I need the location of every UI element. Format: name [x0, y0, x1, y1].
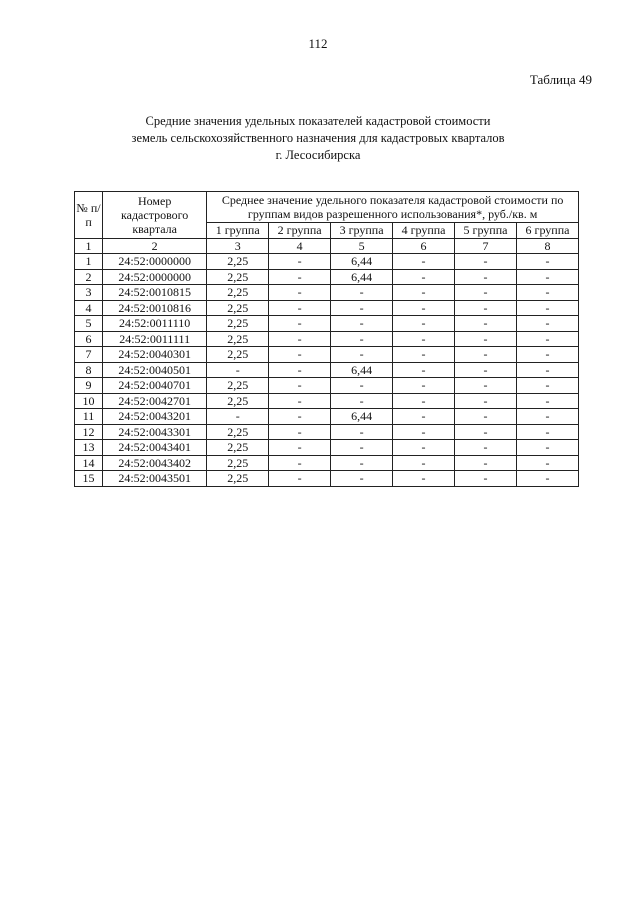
- cell-group-6: -: [516, 316, 578, 332]
- table-row: [75, 331, 579, 347]
- cell-row-number: 2: [75, 269, 103, 285]
- cell-group-4: -: [393, 440, 455, 456]
- cell-group-6: -: [516, 347, 578, 363]
- cadastral-value-table: [74, 191, 579, 487]
- cell-group-2: -: [269, 378, 331, 394]
- cell-group-5: -: [455, 316, 517, 332]
- cell-row-number: 4: [75, 300, 103, 316]
- cell-group-1: 2,25: [207, 424, 269, 440]
- cell-group-5: -: [455, 455, 517, 471]
- cell-group-5: -: [455, 285, 517, 301]
- cell-group-4: -: [393, 409, 455, 425]
- column-index-5: 5: [331, 238, 393, 254]
- cell-group-4: -: [393, 254, 455, 270]
- table-row: [75, 300, 579, 316]
- cell-group-3: 6,44: [331, 362, 393, 378]
- cell-group-6: -: [516, 440, 578, 456]
- column-index-8: 8: [516, 238, 578, 254]
- cell-cadastral-quarter: 24:52:0043402: [103, 455, 207, 471]
- table-row: [75, 378, 579, 394]
- cell-group-5: -: [455, 254, 517, 270]
- cell-group-2: -: [269, 409, 331, 425]
- header-average-value: Среднее значение удельного показателя кадастровой стоимости по группам видов разрешенного использования*, руб./кв. м: [207, 192, 579, 223]
- cell-cadastral-quarter: 24:52:0040301: [103, 347, 207, 363]
- cell-group-4: -: [393, 362, 455, 378]
- header-group-3: 3 группа: [331, 223, 393, 239]
- cell-group-5: -: [455, 331, 517, 347]
- cell-row-number: 1: [75, 254, 103, 270]
- cell-group-2: -: [269, 471, 331, 487]
- cell-group-1: 2,25: [207, 455, 269, 471]
- cell-row-number: 5: [75, 316, 103, 332]
- cell-group-6: -: [516, 471, 578, 487]
- cell-group-3: -: [331, 393, 393, 409]
- cell-row-number: 11: [75, 409, 103, 425]
- cell-group-3: -: [331, 316, 393, 332]
- cell-group-5: -: [455, 409, 517, 425]
- title-line-2: земель сельскохозяйственного назначения для кадастровых кварталов: [131, 131, 505, 145]
- cell-group-5: -: [455, 300, 517, 316]
- cell-row-number: 15: [75, 471, 103, 487]
- cell-group-5: -: [455, 378, 517, 394]
- cell-group-1: 2,25: [207, 471, 269, 487]
- table-row: [75, 409, 579, 425]
- cell-group-1: 2,25: [207, 440, 269, 456]
- header-group-5: 5 группа: [455, 223, 517, 239]
- cell-group-2: -: [269, 300, 331, 316]
- cell-cadastral-quarter: 24:52:0043501: [103, 471, 207, 487]
- cell-group-1: -: [207, 362, 269, 378]
- header-index-row: [75, 238, 579, 254]
- cell-group-4: -: [393, 285, 455, 301]
- cell-cadastral-quarter: 24:52:0040501: [103, 362, 207, 378]
- cell-group-4: -: [393, 316, 455, 332]
- cell-row-number: 12: [75, 424, 103, 440]
- column-index-7: 7: [455, 238, 517, 254]
- cell-group-5: -: [455, 393, 517, 409]
- cell-cadastral-quarter: 24:52:0011110: [103, 316, 207, 332]
- table-row: [75, 440, 579, 456]
- cell-cadastral-quarter: 24:52:0042701: [103, 393, 207, 409]
- cell-group-4: -: [393, 424, 455, 440]
- table-row: [75, 393, 579, 409]
- cell-group-6: -: [516, 269, 578, 285]
- column-index-6: 6: [393, 238, 455, 254]
- cell-group-6: -: [516, 424, 578, 440]
- cell-cadastral-quarter: 24:52:0043301: [103, 424, 207, 440]
- cell-group-3: -: [331, 471, 393, 487]
- cell-group-3: -: [331, 285, 393, 301]
- cell-group-2: -: [269, 269, 331, 285]
- cell-group-1: 2,25: [207, 393, 269, 409]
- cell-group-2: -: [269, 254, 331, 270]
- cell-group-2: -: [269, 393, 331, 409]
- document-title: [0, 113, 636, 164]
- header-group-1: 1 группа: [207, 223, 269, 239]
- cell-group-6: -: [516, 378, 578, 394]
- cell-cadastral-quarter: 24:52:0010816: [103, 300, 207, 316]
- header-group-6: 6 группа: [516, 223, 578, 239]
- column-index-2: 2: [103, 238, 207, 254]
- cell-group-6: -: [516, 409, 578, 425]
- table-row: [75, 254, 579, 270]
- cell-group-4: -: [393, 331, 455, 347]
- cell-group-2: -: [269, 285, 331, 301]
- cell-group-1: 2,25: [207, 331, 269, 347]
- cell-group-1: 2,25: [207, 285, 269, 301]
- table-row: [75, 362, 579, 378]
- cell-group-2: -: [269, 331, 331, 347]
- cell-cadastral-quarter: 24:52:0000000: [103, 254, 207, 270]
- cell-row-number: 9: [75, 378, 103, 394]
- cell-group-4: -: [393, 393, 455, 409]
- cell-group-4: -: [393, 269, 455, 285]
- cell-group-2: -: [269, 316, 331, 332]
- cell-cadastral-quarter: 24:52:0010815: [103, 285, 207, 301]
- cell-row-number: 7: [75, 347, 103, 363]
- cell-group-3: -: [331, 424, 393, 440]
- cell-group-4: -: [393, 347, 455, 363]
- cell-group-3: -: [331, 331, 393, 347]
- table-row: [75, 347, 579, 363]
- cell-group-5: -: [455, 269, 517, 285]
- cell-cadastral-quarter: 24:52:0011111: [103, 331, 207, 347]
- cell-group-6: -: [516, 300, 578, 316]
- table-row: [75, 316, 579, 332]
- cell-group-3: 6,44: [331, 254, 393, 270]
- cell-group-3: -: [331, 455, 393, 471]
- cell-group-1: 2,25: [207, 254, 269, 270]
- header-group-2: 2 группа: [269, 223, 331, 239]
- title-line-3: г. Лесосибирска: [275, 148, 361, 162]
- table-label: Таблица 49: [529, 72, 592, 87]
- cell-row-number: 8: [75, 362, 103, 378]
- table-row: [75, 424, 579, 440]
- title-line-1: Средние значения удельных показателей кадастровой стоимости: [145, 114, 491, 128]
- cell-group-1: 2,25: [207, 300, 269, 316]
- table-row: [75, 455, 579, 471]
- column-index-3: 3: [207, 238, 269, 254]
- cell-group-4: -: [393, 378, 455, 394]
- cell-group-6: -: [516, 362, 578, 378]
- cell-group-4: -: [393, 471, 455, 487]
- cell-group-6: -: [516, 455, 578, 471]
- column-index-4: 4: [269, 238, 331, 254]
- cell-row-number: 14: [75, 455, 103, 471]
- cell-group-1: 2,25: [207, 378, 269, 394]
- cell-group-1: 2,25: [207, 269, 269, 285]
- cell-group-4: -: [393, 455, 455, 471]
- cell-group-2: -: [269, 347, 331, 363]
- cell-row-number: 3: [75, 285, 103, 301]
- header-group-4: 4 группа: [393, 223, 455, 239]
- cell-row-number: 13: [75, 440, 103, 456]
- cell-cadastral-quarter: 24:52:0040701: [103, 378, 207, 394]
- cell-group-1: 2,25: [207, 316, 269, 332]
- cell-group-2: -: [269, 440, 331, 456]
- cell-row-number: 10: [75, 393, 103, 409]
- cell-group-3: 6,44: [331, 269, 393, 285]
- header-cadastral-quarter: Номер кадастрового квартала: [103, 192, 207, 239]
- table-row: [75, 471, 579, 487]
- table-row: [75, 269, 579, 285]
- cell-row-number: 6: [75, 331, 103, 347]
- header-row-number: № п/п: [75, 192, 103, 239]
- cell-group-5: -: [455, 347, 517, 363]
- column-index-1: 1: [75, 238, 103, 254]
- table-body: [75, 254, 579, 487]
- cell-group-6: -: [516, 285, 578, 301]
- cell-group-5: -: [455, 362, 517, 378]
- cell-cadastral-quarter: 24:52:0000000: [103, 269, 207, 285]
- cell-group-6: -: [516, 331, 578, 347]
- cell-group-3: -: [331, 378, 393, 394]
- cell-cadastral-quarter: 24:52:0043201: [103, 409, 207, 425]
- cell-group-3: -: [331, 347, 393, 363]
- cell-group-5: -: [455, 440, 517, 456]
- table-row: [75, 285, 579, 301]
- cell-group-3: 6,44: [331, 409, 393, 425]
- cell-group-6: -: [516, 254, 578, 270]
- cell-group-2: -: [269, 455, 331, 471]
- cell-group-3: -: [331, 300, 393, 316]
- cell-group-6: -: [516, 393, 578, 409]
- cell-group-1: -: [207, 409, 269, 425]
- cell-group-4: -: [393, 300, 455, 316]
- cell-group-3: -: [331, 440, 393, 456]
- cell-group-1: 2,25: [207, 347, 269, 363]
- cell-group-2: -: [269, 362, 331, 378]
- page-number: 112: [308, 36, 328, 51]
- cell-group-5: -: [455, 424, 517, 440]
- cell-group-5: -: [455, 471, 517, 487]
- cell-cadastral-quarter: 24:52:0043401: [103, 440, 207, 456]
- cell-group-2: -: [269, 424, 331, 440]
